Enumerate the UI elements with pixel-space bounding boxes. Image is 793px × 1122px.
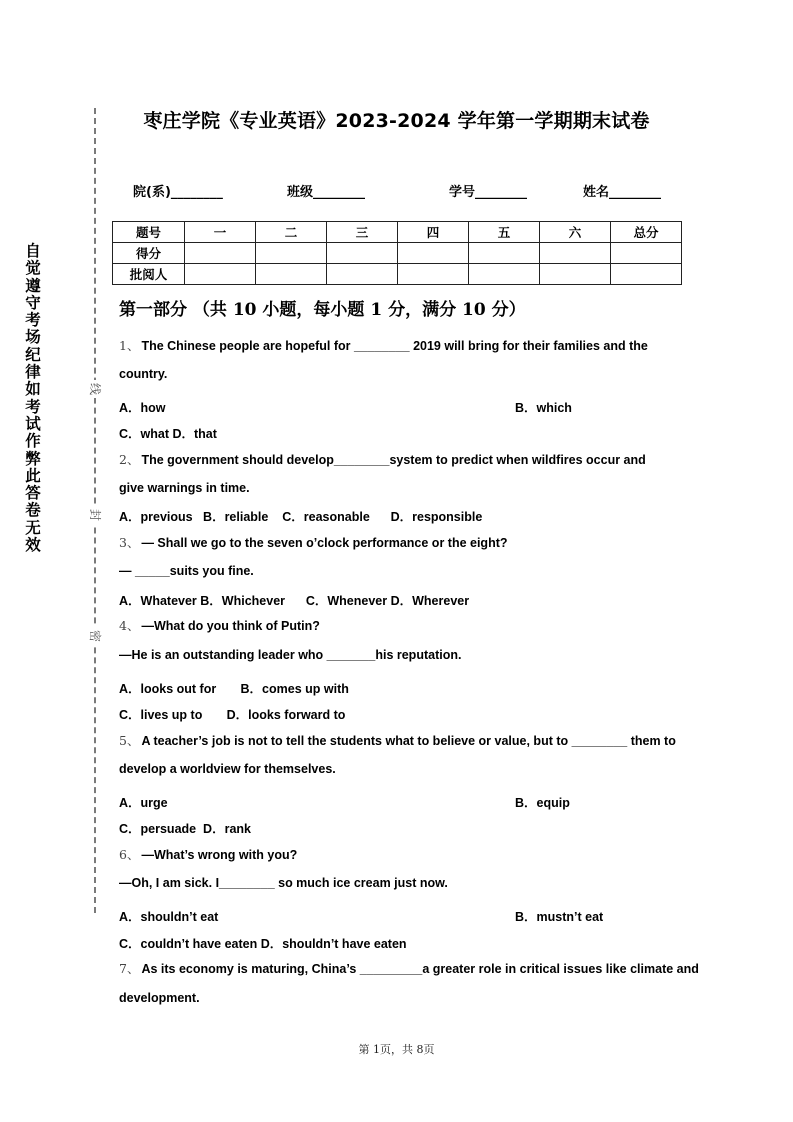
field-department[interactable] [133,181,223,200]
header-cell: 一 [185,222,256,243]
question-number: 6、 [119,847,140,862]
question-number: 3、 [119,535,140,550]
field-student-id-blank[interactable]: ________ [475,185,528,200]
question-stem [119,731,676,749]
exam-title: 枣庄学院《专业英语》2023-2024 学年第一学期期末试卷 [143,110,650,132]
header-cell: 题号 [113,222,185,243]
field-name[interactable] [583,181,661,200]
option-b[interactable]: B．which [515,401,572,415]
question-number: 1、 [119,338,140,353]
score-cell[interactable] [540,243,611,264]
stem-text: —What’s wrong with you? [141,848,298,862]
score-table [112,221,682,285]
score-cell[interactable] [185,243,256,264]
question-stem-continued: —Oh, I am sick. I________ so much ice cream just now. [119,876,448,890]
grader-cell[interactable] [398,264,469,285]
score-table-header-row [113,222,682,243]
question-stem [119,616,320,634]
field-student-id-label: 学号 [449,185,476,200]
header-cell: 六 [540,222,611,243]
binding-label-seal: 封 [86,506,104,524]
header-cell: 总分 [611,222,682,243]
row-label: 得分 [113,243,185,264]
stem-text: —What do you think of Putin? [141,619,320,633]
question-stem [119,533,508,551]
field-name-label: 姓名 [583,185,610,200]
question-stem [119,336,648,354]
score-cell[interactable] [256,243,327,264]
option-b[interactable]: B．equip [515,796,570,810]
question-stem-continued: —He is an outstanding leader who _______his reputation. [119,648,462,662]
grader-cell[interactable] [540,264,611,285]
field-department-blank[interactable]: ________ [170,185,223,200]
score-cell[interactable] [327,243,398,264]
field-class-blank[interactable]: ________ [313,185,366,200]
question-number: 4、 [119,618,140,633]
options-row[interactable]: C．lives up to D．looks forward to [119,708,346,722]
exam-discipline-notice: 自觉遵守考场纪律如考试作弊此答卷无效 [25,242,41,555]
question-stem-continued: development. [119,991,200,1005]
score-cell[interactable] [611,243,682,264]
section-heading: 第一部分 （共 10 小题，每小题 1 分，满分 10 分） [119,300,526,320]
header-cell: 四 [398,222,469,243]
question-stem-continued: country. [119,367,168,381]
stem-text: As its economy is maturing, China’s _________a greater role in critical issues like climate and [141,962,699,976]
question-stem-continued: give warnings in time. [119,481,250,495]
field-student-id[interactable] [449,181,527,200]
option-b[interactable]: B．mustn’t eat [515,910,604,924]
binding-label-line: 线 [86,380,104,398]
options-row[interactable]: C．couldn’t have eaten D．shouldn’t have eaten [119,937,407,951]
stem-text: A teacher’s job is not to tell the students what to believe or value, but to ________ them to [141,734,676,748]
field-department-label: 院(系) [133,185,171,200]
question-stem [119,450,646,468]
options-row[interactable]: A．looks out for B．comes up with [119,682,349,696]
options-row [119,793,570,811]
stem-text: The Chinese people are hopeful for ________ 2019 will bring for their families and the [141,339,648,353]
field-class[interactable] [287,181,365,200]
field-name-blank[interactable]: ________ [609,185,662,200]
score-row [113,243,682,264]
option-a[interactable]: A．how [119,401,166,415]
question-stem [119,959,699,977]
question-stem-continued: develop a worldview for themselves. [119,762,336,776]
question-number: 5、 [119,733,140,748]
header-cell: 二 [256,222,327,243]
grader-cell[interactable] [469,264,540,285]
question-stem-continued: — _____suits you fine. [119,564,254,578]
grader-cell[interactable] [327,264,398,285]
grader-cell[interactable] [256,264,327,285]
page-number: 第 1页，共 8页 [358,1043,435,1056]
grader-row [113,264,682,285]
header-cell: 五 [469,222,540,243]
row-label: 批阅人 [113,264,185,285]
question-number: 2、 [119,452,140,467]
stem-text: The government should develop________system to predict when wildfires occur and [141,453,646,467]
header-cell: 三 [327,222,398,243]
options-row[interactable]: A．previous B．reliable C．reasonable D．responsible [119,510,483,524]
field-class-label: 班级 [287,185,314,200]
stem-text: — Shall we go to the seven o’clock performance or the eight? [141,536,508,550]
score-cell[interactable] [398,243,469,264]
options-row [119,907,604,925]
grader-cell[interactable] [611,264,682,285]
options-row[interactable]: C．persuade D．rank [119,822,251,836]
options-row[interactable]: A．Whatever B．Whichever C．Whenever D．Wherever [119,594,470,608]
option-a[interactable]: A．shouldn’t eat [119,910,219,924]
option-a[interactable]: A．urge [119,796,168,810]
binding-label-secret: 密 [86,627,104,645]
options-row[interactable]: C．what D．that [119,427,217,441]
score-cell[interactable] [469,243,540,264]
question-number: 7、 [119,961,140,976]
options-row [119,398,572,416]
question-stem [119,845,297,863]
grader-cell[interactable] [185,264,256,285]
